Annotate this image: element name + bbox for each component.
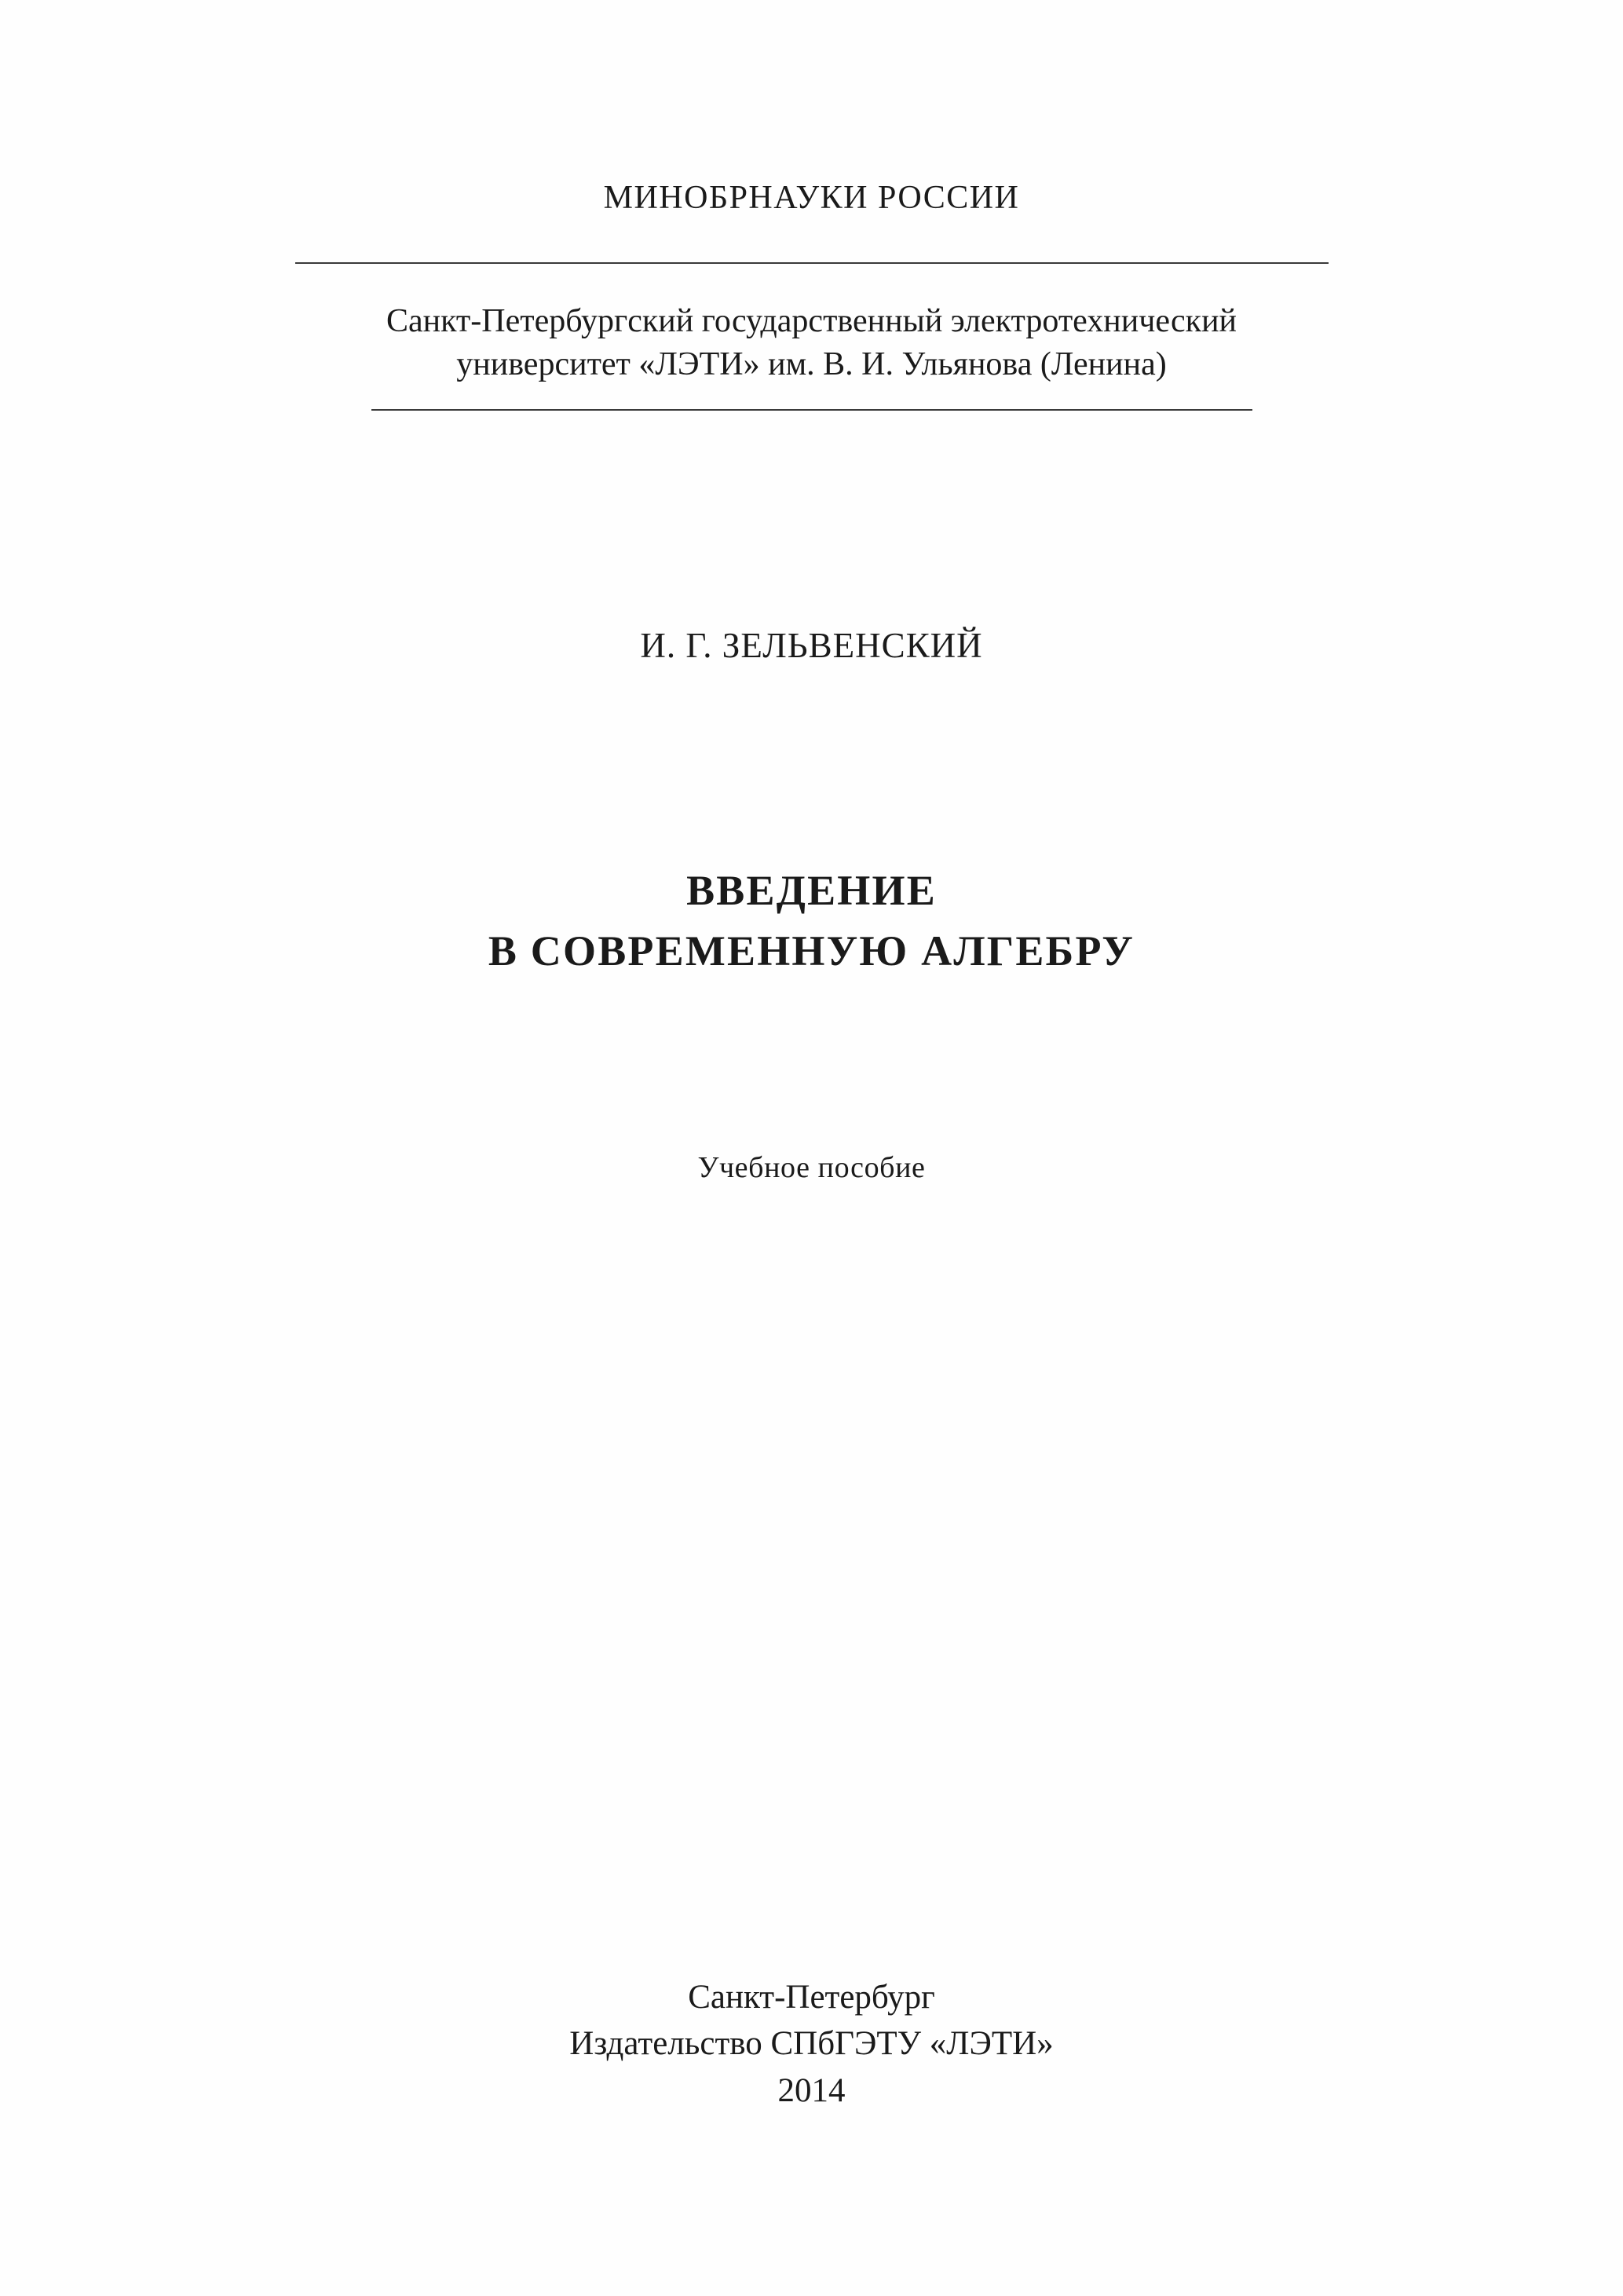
imprint-publisher: Издательство СПбГЭТУ «ЛЭТИ» (569, 2025, 1054, 2063)
imprint-city: Санкт-Петербург (688, 1979, 935, 2016)
university-name-line-2: университет «ЛЭТИ» им. В. И. Ульянова (Ленина) (456, 345, 1167, 382)
page-title (488, 861, 1135, 981)
subtitle: Учебное пособие (697, 1150, 926, 1184)
university-name (386, 300, 1237, 386)
author-name: И. Г. ЗЕЛЬВЕНСКИЙ (640, 626, 983, 666)
ministry-heading: МИНОБРНАУКИ РОССИИ (603, 180, 1020, 216)
university-name-line-1: Санкт-Петербургский государственный электротехнический (386, 303, 1237, 339)
divider-top (295, 262, 1329, 264)
divider-bottom (371, 409, 1252, 411)
imprint-year: 2014 (777, 2071, 846, 2109)
imprint (0, 1974, 1623, 2114)
page-title-line-2: В СОВРЕМЕННУЮ АЛГЕБРУ (488, 927, 1135, 974)
page-title-line-1: ВВЕДЕНИЕ (686, 867, 937, 915)
